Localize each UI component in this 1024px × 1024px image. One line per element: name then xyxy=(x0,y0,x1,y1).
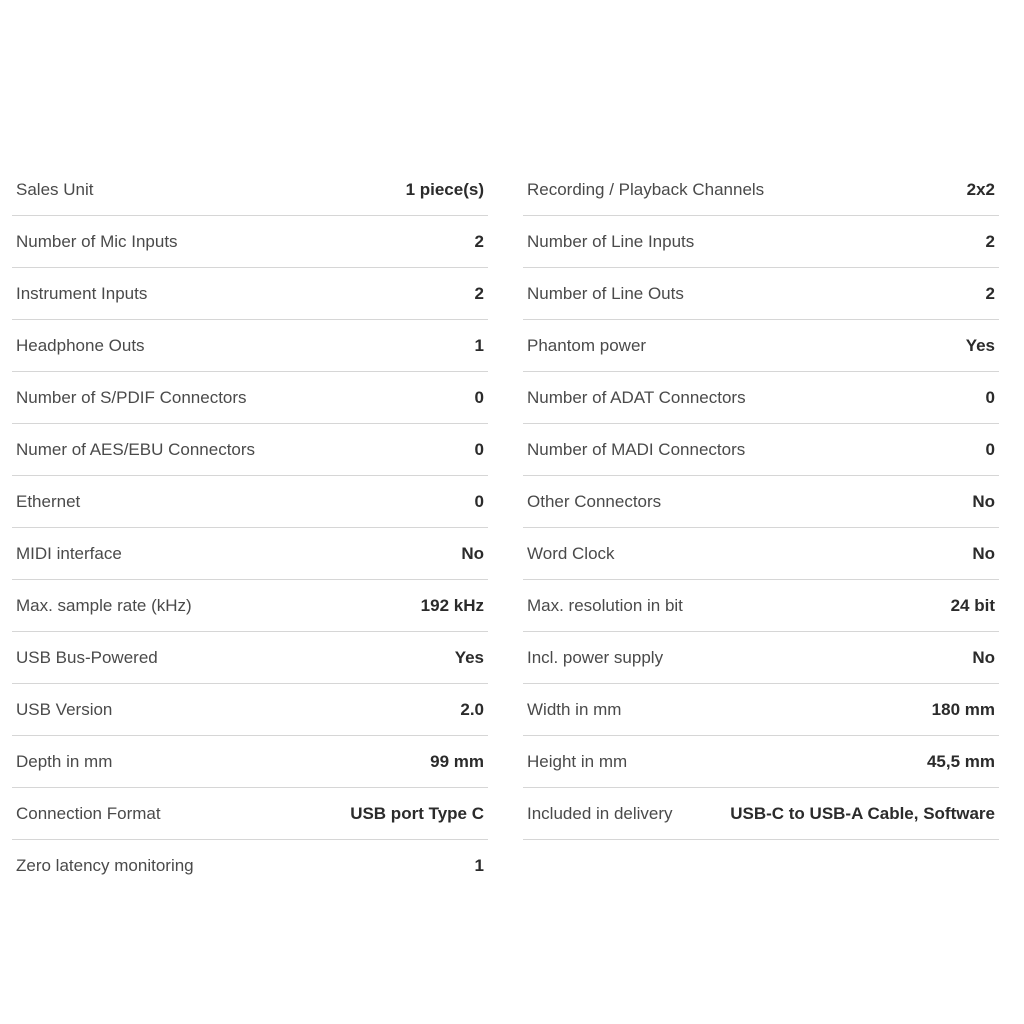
spec-value: USB-C to USB-A Cable, Software xyxy=(730,803,995,823)
spec-value: 0 xyxy=(985,387,995,407)
spec-label: Recording / Playback Channels xyxy=(527,179,765,199)
spec-row-sales-unit xyxy=(12,164,488,216)
spec-row-adat-connectors xyxy=(523,372,999,424)
spec-row-connection-format xyxy=(12,788,488,840)
spec-row-zero-latency-monitoring xyxy=(12,840,488,892)
spec-row-midi-interface xyxy=(12,528,488,580)
spec-label: Included in delivery xyxy=(527,803,673,823)
spec-value: No xyxy=(972,647,995,667)
spec-label: Other Connectors xyxy=(527,491,662,511)
spec-label: Number of Mic Inputs xyxy=(16,231,178,251)
spec-label: USB Version xyxy=(16,699,113,719)
spec-row-width xyxy=(523,684,999,736)
spec-row-line-outs xyxy=(523,268,999,320)
spec-label: Word Clock xyxy=(527,543,615,563)
spec-label: USB Bus-Powered xyxy=(16,647,158,667)
spec-row-ethernet xyxy=(12,476,488,528)
spec-label: Sales Unit xyxy=(16,179,94,199)
spec-row-spdif-connectors xyxy=(12,372,488,424)
spec-value: 1 piece(s) xyxy=(405,179,484,199)
spec-value: USB port Type C xyxy=(350,803,484,823)
spec-row-height xyxy=(523,736,999,788)
spec-value: 2 xyxy=(474,231,484,251)
spec-table-left xyxy=(12,164,488,892)
spec-label: Phantom power xyxy=(527,335,647,355)
spec-row-power-supply xyxy=(523,632,999,684)
spec-row-word-clock xyxy=(523,528,999,580)
spec-table-right xyxy=(523,164,999,840)
spec-value: 180 mm xyxy=(931,699,995,719)
spec-row-depth xyxy=(12,736,488,788)
spec-label: MIDI interface xyxy=(16,543,122,563)
spec-label: Width in mm xyxy=(527,699,622,719)
spec-value: 24 bit xyxy=(950,595,995,615)
spec-label: Depth in mm xyxy=(16,751,113,771)
spec-label: Connection Format xyxy=(16,803,161,823)
spec-value: No xyxy=(972,543,995,563)
spec-row-instrument-inputs xyxy=(12,268,488,320)
spec-value: Yes xyxy=(454,647,484,667)
spec-value: 2 xyxy=(474,283,484,303)
spec-row-sample-rate xyxy=(12,580,488,632)
spec-label: Max. sample rate (kHz) xyxy=(16,595,192,615)
spec-label: Number of Line Outs xyxy=(527,283,684,303)
spec-label: Ethernet xyxy=(16,491,81,511)
spec-row-line-inputs xyxy=(523,216,999,268)
spec-label: Number of S/PDIF Connectors xyxy=(16,387,247,407)
spec-row-aes-ebu-connectors xyxy=(12,424,488,476)
spec-row-included-in-delivery xyxy=(523,788,999,840)
spec-value: 1 xyxy=(474,856,484,875)
spec-value: 2.0 xyxy=(460,699,484,719)
spec-label: Zero latency monitoring xyxy=(16,856,194,875)
spec-label: Max. resolution in bit xyxy=(527,595,683,615)
spec-row-usb-bus-powered xyxy=(12,632,488,684)
spec-row-headphone-outs xyxy=(12,320,488,372)
spec-value: 2 xyxy=(985,283,995,303)
spec-row-usb-version xyxy=(12,684,488,736)
spec-label: Numer of AES/EBU Connectors xyxy=(16,439,256,459)
spec-value: 45,5 mm xyxy=(926,751,995,771)
spec-row-max-resolution xyxy=(523,580,999,632)
spec-row-recording-playback-channels xyxy=(523,164,999,216)
spec-label: Number of MADI Connectors xyxy=(527,439,746,459)
spec-label: Incl. power supply xyxy=(527,647,664,667)
spec-row-other-connectors xyxy=(523,476,999,528)
spec-value: 2 xyxy=(985,231,995,251)
spec-value: 0 xyxy=(474,491,484,511)
spec-value: 2x2 xyxy=(966,179,995,199)
spec-value: 99 mm xyxy=(430,751,484,771)
spec-row-phantom-power xyxy=(523,320,999,372)
spec-label: Number of Line Inputs xyxy=(527,231,695,251)
spec-label: Instrument Inputs xyxy=(16,283,148,303)
spec-row-mic-inputs xyxy=(12,216,488,268)
spec-value: 0 xyxy=(985,439,995,459)
spec-value: 0 xyxy=(474,387,484,407)
spec-row-madi-connectors xyxy=(523,424,999,476)
spec-label: Height in mm xyxy=(527,751,628,771)
spec-value: Yes xyxy=(965,335,995,355)
spec-value: No xyxy=(461,543,484,563)
spec-label: Headphone Outs xyxy=(16,335,145,355)
spec-value: 1 xyxy=(474,335,484,355)
spec-label: Number of ADAT Connectors xyxy=(527,387,746,407)
spec-value: 0 xyxy=(474,439,484,459)
spec-value: 192 kHz xyxy=(420,595,484,615)
spec-value: No xyxy=(972,491,995,511)
